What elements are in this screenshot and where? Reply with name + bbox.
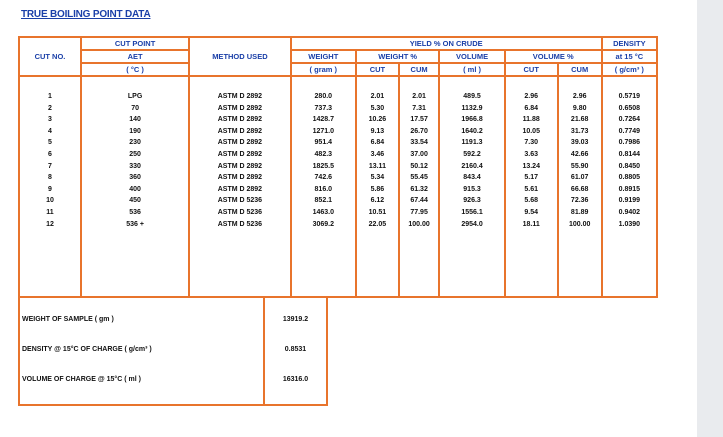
cell-vcum: 31.73	[570, 127, 589, 135]
header-volume-cum: CUM	[558, 63, 602, 76]
col-aet	[81, 76, 189, 297]
cell-volume: 926.3	[463, 197, 481, 205]
summary-label: WEIGHT OF SAMPLE ( gm )	[22, 316, 114, 323]
cell-method: ASTM D 5236	[217, 208, 263, 216]
cell-wcum: 17.57	[410, 116, 428, 124]
summary-label: DENSITY @ 15°C OF CHARGE ( g/cm³ )	[22, 346, 152, 353]
cell-volume: 1640.2	[461, 127, 483, 135]
cell-volume: 1966.8	[461, 116, 483, 124]
header-weight-cum: CUM	[399, 63, 440, 76]
summary-label: VOLUME OF CHARGE @ 15°C ( ml )	[22, 376, 141, 383]
cell-cut: 10	[46, 197, 54, 205]
cell-aet: 360	[129, 174, 141, 182]
cell-aet: 400	[129, 185, 141, 193]
cell-wcut: 22.05	[368, 220, 387, 228]
cell-wcut: 6.12	[370, 197, 385, 205]
cell-aet: 536 +	[126, 220, 144, 228]
cell-density: 0.8915	[618, 185, 641, 193]
cell-volume: 1132.9	[461, 104, 483, 112]
cell-volume: 1556.1	[461, 208, 483, 216]
cell-density: 0.7264	[618, 116, 641, 124]
cell-method: ASTM D 2892	[217, 93, 263, 100]
cell-weight: 951.4	[314, 139, 333, 147]
header-volume-pct: VOLUME %	[505, 50, 602, 63]
col-volume-cut	[505, 76, 558, 297]
col-volume	[439, 76, 504, 297]
cell-method: ASTM D 5236	[217, 197, 263, 205]
cell-wcut: 5.30	[370, 104, 385, 112]
cell-cut: 6	[48, 150, 52, 158]
header-weight-unit: ( gram )	[291, 63, 356, 76]
col-weight-cum	[399, 76, 440, 297]
cell-volume: 2954.0	[461, 220, 483, 228]
header-weight-cut: CUT	[356, 63, 399, 76]
cell-vcum: 2.96	[572, 93, 587, 100]
cell-vcut: 2.96	[524, 93, 539, 100]
cell-wcut: 5.86	[370, 185, 385, 193]
summary-value: 16316.0	[282, 376, 309, 383]
cell-method: ASTM D 5236	[217, 220, 263, 228]
cell-wcum: 37.00	[410, 150, 428, 158]
document-title: TRUE BOILING POINT DATA	[21, 9, 151, 20]
cell-vcum: 72.36	[570, 197, 589, 205]
cell-vcum: 42.66	[570, 150, 589, 158]
cell-volume: 843.4	[463, 174, 481, 182]
cell-volume: 915.3	[463, 185, 481, 193]
cell-aet: 230	[129, 139, 141, 147]
cell-vcum: 66.68	[570, 185, 589, 193]
cell-vcut: 11.88	[522, 116, 540, 124]
cell-density: 0.7749	[618, 127, 641, 135]
cell-wcum: 33.54	[410, 139, 428, 147]
cell-vcut: 18.11	[522, 220, 540, 228]
cell-cut: 7	[48, 162, 52, 170]
cell-weight: 482.3	[314, 150, 333, 158]
cell-density: 1.0390	[618, 220, 641, 228]
viewer-gutter	[697, 0, 723, 437]
cell-method: ASTM D 2892	[217, 162, 263, 170]
cell-density: 0.9199	[618, 197, 641, 205]
cell-aet: 330	[129, 162, 141, 170]
cell-wcut: 6.84	[370, 139, 385, 147]
header-density: DENSITY	[602, 37, 657, 50]
cell-wcut: 2.01	[370, 93, 385, 100]
cell-vcut: 5.68	[524, 197, 539, 205]
cell-cut: 8	[48, 174, 52, 182]
cell-vcum: 100.00	[568, 220, 591, 228]
cell-method: ASTM D 2892	[217, 104, 263, 112]
header-cut-point: CUT POINT	[81, 37, 189, 50]
cell-density: 0.7986	[618, 139, 641, 147]
cell-vcut: 9.54	[524, 208, 539, 216]
cell-volume: 1191.3	[461, 139, 483, 147]
cell-aet: 190	[129, 127, 141, 135]
cell-vcum: 61.07	[570, 174, 589, 182]
col-cut-no	[19, 76, 81, 297]
header-density-temp: at 15 °C	[602, 50, 657, 63]
cell-volume: 2160.4	[461, 162, 483, 170]
summary-value: 13919.2	[282, 316, 309, 323]
cell-wcut: 10.26	[368, 116, 387, 124]
cell-wcum: 2.01	[412, 93, 426, 100]
col-weight	[291, 76, 356, 297]
summary-values	[264, 297, 327, 405]
cell-cut: 4	[48, 127, 52, 135]
cell-cut: 5	[48, 139, 52, 147]
header-volume-cut: CUT	[505, 63, 558, 76]
cell-aet: 536	[129, 208, 141, 216]
cell-aet: 140	[129, 116, 141, 124]
col-weight-cut	[356, 76, 399, 297]
cell-wcum: 100.00	[408, 220, 430, 228]
cell-vcut: 5.17	[524, 174, 539, 182]
header-volume-unit: ( ml )	[439, 63, 504, 76]
cell-wcum: 67.44	[410, 197, 428, 205]
cell-cut: 11	[46, 208, 54, 216]
cell-vcum: 81.89	[570, 208, 589, 216]
cell-wcum: 50.12	[410, 162, 428, 170]
cell-wcum: 26.70	[410, 127, 428, 135]
cell-wcut: 9.13	[370, 127, 385, 135]
cell-wcut: 13.11	[368, 162, 386, 170]
cell-weight: 3069.2	[312, 220, 335, 228]
cell-method: ASTM D 2892	[217, 174, 263, 182]
cell-aet: 450	[129, 197, 141, 205]
cell-aet: LPG	[127, 93, 143, 100]
cell-method: ASTM D 2892	[217, 185, 263, 193]
header-aet: AET	[81, 50, 189, 63]
summary-value: 0.8531	[284, 346, 307, 353]
cell-vcut: 13.24	[522, 162, 540, 170]
cell-aet: 70	[131, 104, 139, 112]
cell-weight: 737.3	[314, 104, 333, 112]
cell-density: 0.8450	[618, 162, 641, 170]
cell-wcut: 10.51	[368, 208, 387, 216]
cell-volume: 592.2	[463, 150, 481, 158]
cell-cut: 9	[48, 185, 52, 193]
cell-wcum: 61.32	[410, 185, 428, 193]
col-density	[602, 76, 657, 297]
cell-cut: 1	[48, 93, 52, 100]
cell-wcum: 77.95	[410, 208, 428, 216]
cell-wcum: 7.31	[412, 104, 426, 112]
col-method	[189, 76, 290, 297]
cell-weight: 816.0	[314, 185, 333, 193]
cell-vcum: 55.90	[570, 162, 589, 170]
cell-weight: 1463.0	[312, 208, 335, 216]
summary-labels	[19, 297, 264, 405]
cell-weight: 852.1	[314, 197, 333, 205]
cell-aet: 250	[129, 150, 141, 158]
tbp-data-table	[18, 36, 658, 298]
cell-weight: 1825.5	[312, 162, 335, 170]
header-density-unit: ( g/cm³ )	[602, 63, 657, 76]
cell-method: ASTM D 2892	[217, 150, 263, 158]
header-yield-group: YIELD % ON CRUDE	[291, 37, 602, 50]
cell-volume: 489.5	[463, 93, 481, 100]
cell-density: 0.9402	[618, 208, 641, 216]
cell-weight: 1271.0	[312, 127, 335, 135]
cell-vcut: 7.30	[524, 139, 539, 147]
cell-vcum: 9.80	[572, 104, 587, 112]
header-weight: WEIGHT	[291, 50, 356, 63]
cell-cut: 12	[46, 220, 54, 228]
cell-wcut: 3.46	[370, 150, 385, 158]
col-volume-cum	[558, 76, 602, 297]
cell-vcut: 5.61	[524, 185, 539, 193]
cell-vcum: 21.68	[570, 116, 589, 124]
cell-method: ASTM D 2892	[217, 127, 263, 135]
cell-method: ASTM D 2892	[217, 139, 263, 147]
header-method: METHOD USED	[189, 37, 290, 76]
cell-weight: 742.6	[314, 174, 333, 182]
summary-table	[18, 296, 328, 406]
cell-density: 0.6508	[618, 104, 641, 112]
header-weight-pct: WEIGHT %	[356, 50, 439, 63]
header-aet-unit: ( °C )	[81, 63, 189, 76]
cell-density: 0.8805	[618, 174, 641, 182]
cell-wcut: 5.34	[370, 174, 385, 182]
cell-vcut: 3.63	[524, 150, 539, 158]
cell-weight: 280.0	[314, 93, 333, 100]
header-cut-no: CUT NO.	[19, 37, 81, 76]
header-volume: VOLUME	[439, 50, 504, 63]
cell-weight: 1428.7	[312, 116, 335, 124]
cell-vcut: 6.84	[524, 104, 539, 112]
cell-wcum: 55.45	[410, 174, 428, 182]
cell-vcum: 39.03	[570, 139, 589, 147]
cell-cut: 2	[48, 104, 52, 112]
cell-cut: 3	[48, 116, 52, 124]
cell-density: 0.8144	[618, 150, 641, 158]
cell-vcut: 10.05	[522, 127, 540, 135]
cell-method: ASTM D 2892	[217, 116, 263, 124]
cell-density: 0.5719	[618, 93, 641, 100]
